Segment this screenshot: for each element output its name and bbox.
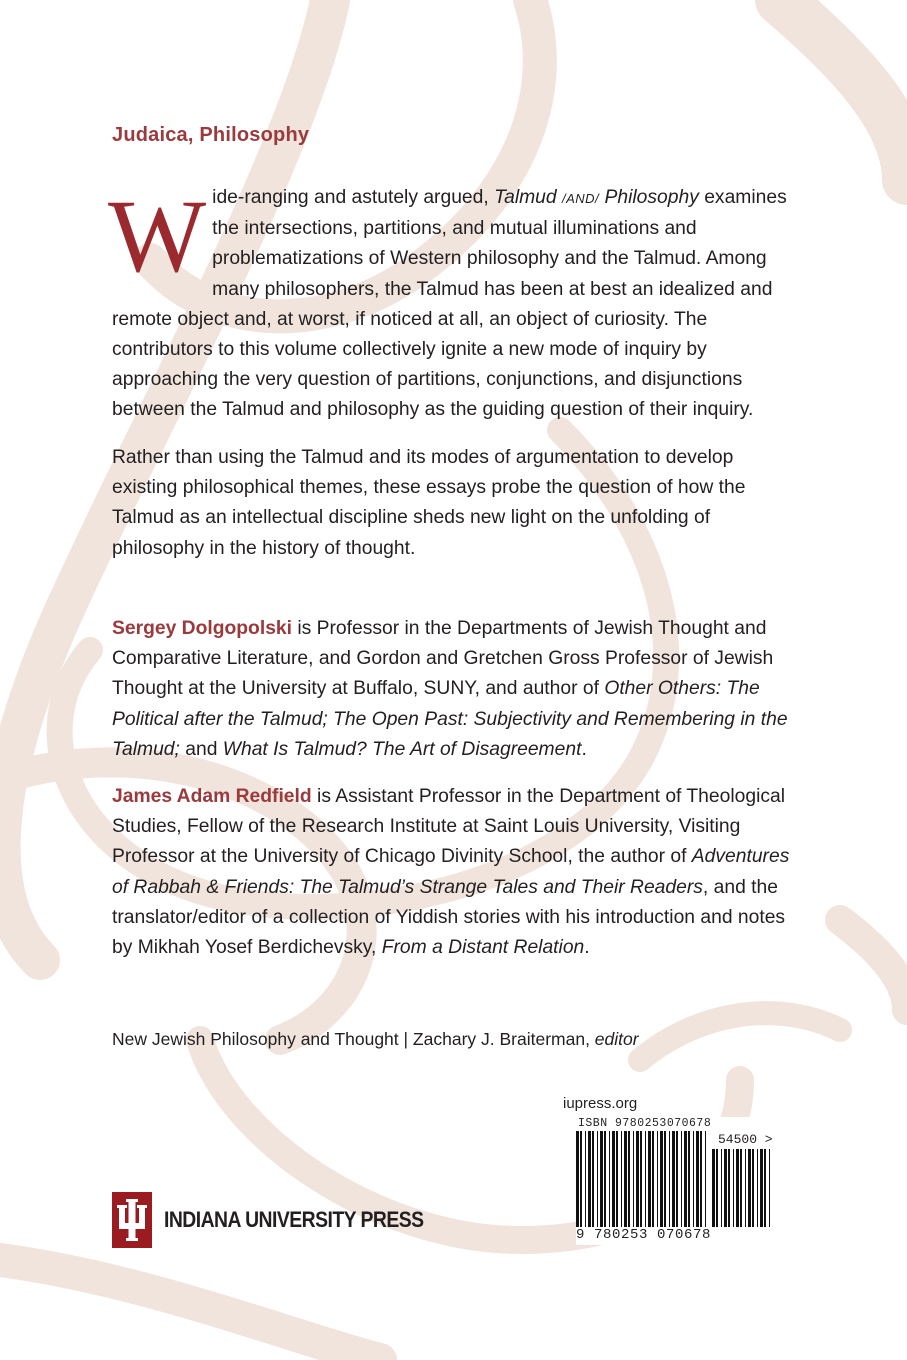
barcode-bar	[769, 1149, 770, 1227]
barcode-bar	[760, 1149, 763, 1227]
barcode-bar	[652, 1131, 654, 1227]
isbn-digits: 9 780253 070678	[576, 1227, 712, 1243]
barcode-bar	[576, 1131, 579, 1227]
description-text-rest: examines the intersections, partitions, and mutual illuminations and problematizations of Western philosophy and the Talmud. Among many philosophers, the Talmud has been at best an idealized and remote object and, at worst, if noticed at all, an object of curiosity. The contributors to this volume collectively ignite a new mode of inquiry by approaching the very question of partitions, conjunctions, and disjunctions between the Talmud and philosophy as the guiding question of their inquiry.	[112, 187, 787, 421]
publisher-name: INDIANA UNIVERSITY PRESS	[164, 1207, 424, 1232]
barcode-bar	[676, 1131, 678, 1227]
barcode-bar	[648, 1131, 651, 1227]
barcode-bar	[664, 1131, 666, 1227]
barcode-bar	[724, 1149, 727, 1227]
barcode-bar	[609, 1131, 610, 1227]
barcode-main-bars	[576, 1131, 708, 1227]
barcode-bar	[752, 1149, 754, 1227]
bio-text: is Assistant Professor in the Department of Theological Studies, Fellow of the Research Institute at Saint Louis University, Visiting Professor at the University of Chicago Divinity School, the author of	[112, 786, 786, 868]
bio-book-title: Adventures of Rabbah & Friends: The Talmud’s Strange Tales and Their Readers	[112, 846, 790, 898]
isbn-barcode	[576, 1117, 786, 1245]
barcode-bar	[728, 1149, 730, 1227]
barcode-bar	[681, 1131, 682, 1227]
book-title-part2: Philosophy	[599, 187, 699, 208]
barcode-bar	[657, 1131, 658, 1227]
barcode-bar	[640, 1131, 642, 1227]
description-paragraph-2	[112, 443, 802, 564]
author-name: James Adam Redfield	[112, 786, 312, 807]
barcode-bar	[745, 1149, 746, 1227]
author-bio-1	[112, 614, 802, 765]
barcode-bar	[757, 1149, 758, 1227]
barcode-bar	[624, 1131, 627, 1227]
barcode-bar	[672, 1131, 675, 1227]
iu-trident-icon	[112, 1192, 152, 1248]
barcode-bar	[684, 1131, 687, 1227]
barcode-bar	[645, 1131, 646, 1227]
barcode-bar	[721, 1149, 722, 1227]
bio-text: .	[584, 937, 590, 959]
description-text-2: Rather than using the Talmud and its modes of argumentation to develop existing philosophical themes, these essays probe the question of how the Talmud as an intellectual discipline sheds new light on the unfolding of philosophy in the history of thought.	[112, 447, 746, 559]
barcode-bar	[700, 1131, 702, 1227]
publisher-website: iupress.org	[563, 1095, 638, 1112]
bio-book-title: What Is Talmud? The Art of Disagreement	[222, 738, 582, 760]
subject-category: Judaica, Philosophy	[112, 124, 310, 146]
barcode-bar	[764, 1149, 766, 1227]
bio-text: .	[581, 738, 587, 760]
publisher-logo-block	[112, 1192, 459, 1248]
description-paragraph-1	[108, 179, 802, 426]
barcode-bar	[669, 1131, 670, 1227]
bio-book-titles: Other Others: The Political after the Talmud; The Open Past: Subjectivity and Remembering in the Talmud;	[112, 678, 788, 760]
book-title-part1: Talmud	[494, 187, 562, 208]
author-name: Sergey Dolgopolski	[112, 618, 292, 639]
bio-text: and	[179, 738, 223, 760]
barcode-bar	[604, 1131, 606, 1227]
description-text-start: ide-ranging and astutely argued,	[212, 187, 495, 208]
bio-book-title: From a Distant Relation	[381, 937, 585, 959]
barcode-bar	[616, 1131, 618, 1227]
bio-text: , and the translator/editor of a collection of Yiddish stories with his introduction and notes by Mikhah Yosef Berdichevsky,	[112, 876, 786, 959]
barcode-bar	[688, 1131, 690, 1227]
barcode-bar	[733, 1149, 734, 1227]
series-editor-role: editor	[594, 1029, 639, 1049]
barcode-bar	[736, 1149, 739, 1227]
barcode-bar	[636, 1131, 639, 1227]
barcode-bar	[693, 1131, 694, 1227]
barcode-bar	[660, 1131, 663, 1227]
barcode-bar	[716, 1149, 718, 1227]
barcode-bar	[696, 1131, 699, 1227]
barcode-bar	[628, 1131, 630, 1227]
barcode-bar	[612, 1131, 615, 1227]
drop-cap: W	[108, 179, 207, 294]
price-code: 54500 >	[718, 1132, 773, 1147]
barcode-bar	[585, 1131, 586, 1227]
barcode-bar	[592, 1131, 594, 1227]
isbn-label: ISBN 9780253070678	[578, 1117, 712, 1130]
barcode-bar	[705, 1131, 706, 1227]
barcode-addon-bars	[712, 1149, 774, 1227]
barcode-bar	[597, 1131, 598, 1227]
barcode-bar	[712, 1149, 715, 1227]
barcode-bar	[600, 1131, 603, 1227]
barcode-bar	[580, 1131, 582, 1227]
series-name: New Jewish Philosophy and Thought | Zachary J. Braiterman,	[112, 1029, 595, 1049]
series-credit	[112, 1025, 802, 1053]
bio-text: is Professor in the Departments of Jewish Thought and Comparative Literature, and Gordon and Gretchen Gross Professor of Jewish Thought at the University at Buffalo, SUNY, and author of	[112, 618, 774, 700]
barcode-bar	[633, 1131, 634, 1227]
barcode-bar	[740, 1149, 742, 1227]
book-title-and: /AND/	[561, 191, 600, 206]
barcode-bar	[748, 1149, 751, 1227]
barcode-bar	[621, 1131, 622, 1227]
author-bio-2	[112, 782, 802, 963]
barcode-bar	[588, 1131, 591, 1227]
